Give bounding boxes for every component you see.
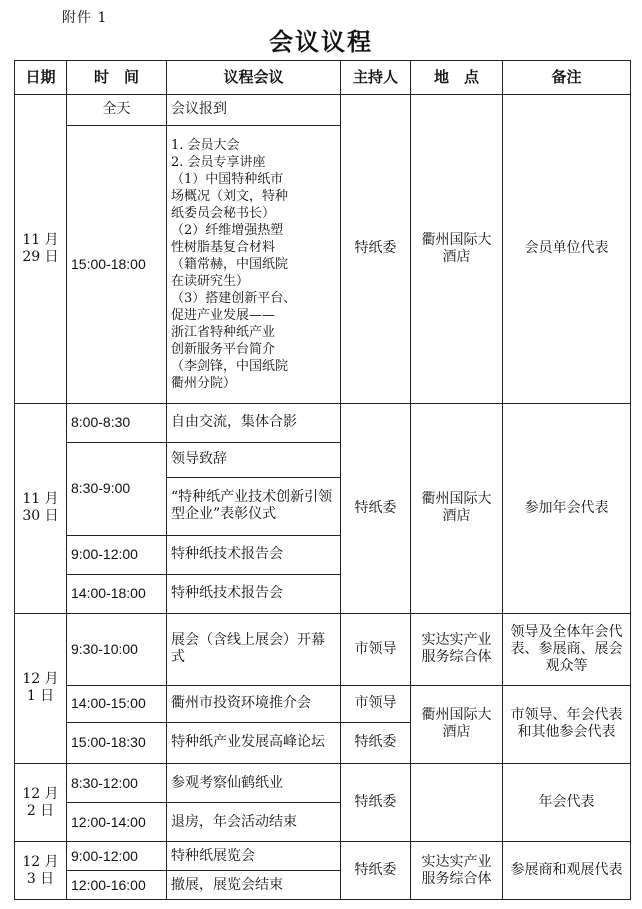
location-cell: 衢州国际大酒店 [411, 403, 503, 613]
page-title: 会议议程 [269, 27, 373, 56]
agenda-cell: 领导致辞 [167, 442, 341, 477]
header-time: 时 间 [67, 61, 167, 95]
date-month: 12 月 [22, 853, 59, 870]
table-row [15, 95, 631, 126]
table-row [15, 613, 631, 685]
table-row [15, 842, 631, 871]
notes-cell: 参展商和观展代表 [503, 842, 631, 900]
agenda-line: 浙江省特种纸产业 [171, 324, 276, 340]
agenda-line: 场概况（刘文，特种 [171, 188, 289, 204]
agenda-table [14, 60, 631, 900]
time-cell: 15:00-18:30 [67, 722, 167, 763]
date-day: 1 日 [26, 688, 55, 705]
time-cell: 15:00-18:00 [67, 125, 167, 403]
agenda-line: 在读研究生） [171, 273, 250, 289]
date-cell [15, 842, 67, 900]
host-cell: 特纸委 [341, 764, 411, 842]
notes-cell: 年会代表 [503, 764, 631, 842]
header-location: 地 点 [411, 61, 503, 95]
header-host: 主持人 [341, 61, 411, 95]
date-cell [15, 403, 67, 613]
date-day: 3 日 [26, 870, 55, 887]
notes-cell: 会员单位代表 [503, 95, 631, 404]
agenda-cell: 退房，年会活动结束 [167, 803, 341, 842]
agenda-cell: 自由交流，集体合影 [167, 403, 341, 442]
agenda-line: （2）纤维增强热塑 [171, 222, 284, 238]
location-cell: 衢州国际大酒店 [411, 685, 503, 763]
agenda-line: 1. 会员大会 [171, 137, 240, 153]
notes-cell: 领导及全体年会代表、参展商、展会观众等 [503, 613, 631, 685]
time-cell: 9:00-12:00 [67, 535, 167, 574]
agenda-cell: 撤展，展览会结束 [167, 871, 341, 900]
header-notes: 备注 [503, 61, 631, 95]
date-cell [15, 613, 67, 763]
table-row [15, 764, 631, 803]
agenda-line: （3）搭建创新平台、 [171, 290, 297, 306]
date-month: 11 月 [22, 491, 59, 508]
agenda-cell: 参观考察仙鹤纸业 [167, 764, 341, 803]
date-day: 2 日 [26, 802, 55, 819]
host-cell: 特纸委 [341, 722, 411, 763]
time-cell: 全天 [67, 95, 167, 126]
date-cell [15, 764, 67, 842]
table-row [15, 685, 631, 722]
time-cell: 14:00-15:00 [67, 685, 167, 722]
location-cell: 实达实产业服务综合体 [411, 613, 503, 685]
date-month: 12 月 [22, 785, 59, 802]
host-cell: 特纸委 [341, 95, 411, 404]
agenda-line: （李剑锋，中国纸院 [171, 358, 289, 374]
time-cell: 9:00-12:00 [67, 842, 167, 871]
date-day: 29 日 [22, 248, 59, 265]
agenda-cell: 特种纸产业发展高峰论坛 [167, 722, 341, 763]
agenda-line: （1）中国特种纸市 [171, 171, 284, 187]
date-cell [15, 95, 67, 404]
host-cell: 市领导 [341, 685, 411, 722]
host-cell: 市领导 [341, 613, 411, 685]
location-cell: 衢州国际大酒店 [411, 95, 503, 404]
header-row [15, 61, 631, 95]
location-cell: 实达实产业服务综合体 [411, 842, 503, 900]
agenda-cell: 特种纸展览会 [167, 842, 341, 871]
attachment-label: 附件 1 [62, 10, 108, 26]
host-cell: 特纸委 [341, 842, 411, 900]
agenda-line: 创新服务平台简介 [171, 341, 276, 357]
time-cell: 8:00-8:30 [67, 403, 167, 442]
agenda-line: 性树脂基复合材料 [171, 239, 276, 255]
agenda-line: 2. 会员专享讲座 [171, 154, 266, 170]
header-agenda: 议程会议 [167, 61, 341, 95]
agenda-cell: 特种纸技术报告会 [167, 574, 341, 613]
date-month: 12 月 [22, 671, 59, 688]
date-day: 30 日 [22, 508, 59, 525]
time-cell: 12:00-16:00 [67, 871, 167, 900]
agenda-line: 纸委员会秘书长） [171, 205, 276, 221]
agenda-cell: 会议报到 [167, 95, 341, 126]
time-cell: 12:00-14:00 [67, 803, 167, 842]
time-cell: 8:30-9:00 [67, 442, 167, 535]
agenda-cell: “特种纸产业技术创新引领型企业”表彰仪式 [167, 477, 341, 535]
time-cell: 14:00-18:00 [67, 574, 167, 613]
agenda-line: 促进产业发展—— [171, 307, 276, 323]
time-cell: 8:30-12:00 [67, 764, 167, 803]
agenda-cell: 特种纸技术报告会 [167, 535, 341, 574]
time-cell: 9:30-10:00 [67, 613, 167, 685]
notes-cell: 市领导、年会代表和其他参会代表 [503, 685, 631, 763]
agenda-cell [167, 125, 341, 403]
agenda-line: 衢州分院） [171, 375, 237, 391]
date-month: 11 月 [22, 231, 59, 248]
host-cell: 特纸委 [341, 403, 411, 613]
notes-cell: 参加年会代表 [503, 403, 631, 613]
header-date: 日期 [15, 61, 67, 95]
table-row [15, 403, 631, 442]
location-cell [411, 764, 503, 842]
agenda-cell: 衢州市投资环境推介会 [167, 685, 341, 722]
agenda-line: （籍常赫，中国纸院 [171, 256, 289, 272]
agenda-cell: 展会（含线上展会）开幕式 [167, 613, 341, 685]
